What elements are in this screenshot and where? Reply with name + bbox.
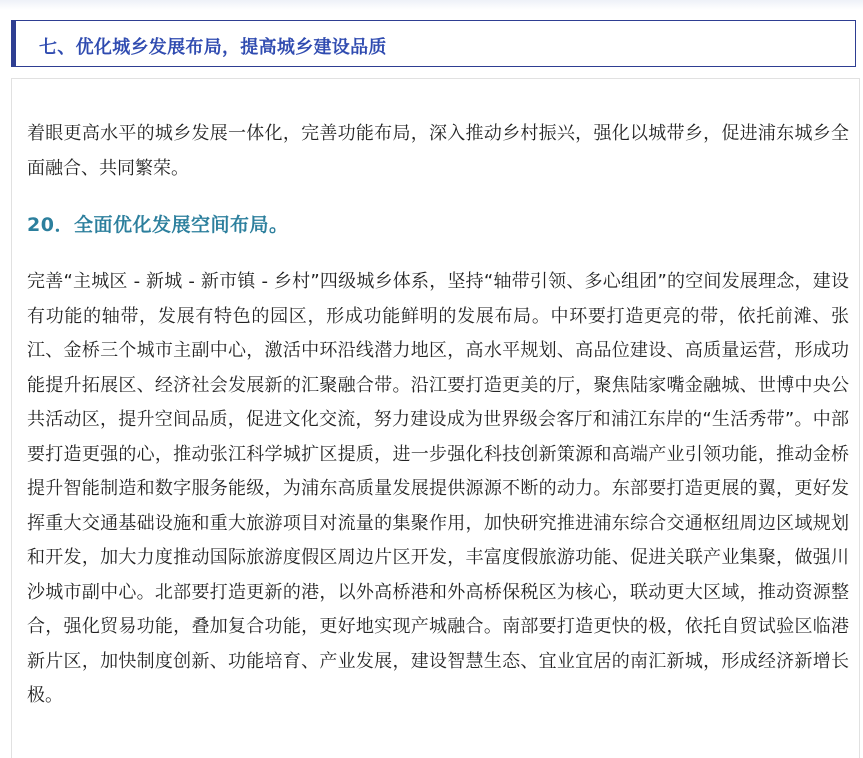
- section-header: [11, 20, 856, 67]
- intro-paragraph: 着眼更高水平的城乡发展一体化，完善功能布局，深入推动乡村振兴，强化以城带乡，促进浦东城乡全面融合、共同繁荣。: [27, 123, 849, 179]
- subheading: 20．全面优化发展空间布局。: [27, 214, 289, 236]
- content-panel: [11, 78, 860, 758]
- top-gradient-bar: [0, 0, 863, 10]
- body-paragraph: 完善“主城区 - 新城 - 新市镇 - 乡村”四级城乡体系，坚持“轴带引领、多心组团”的空间发展理念，建设有功能的轴带，发展有特色的园区，形成功能鲜明的发展布局。中环要打造更亮的带，依托前滩、张江、金桥三个城市主副中心，激活中环沿线潜力地区，高水平规划、高品位建设、高质量运营，形成功能提升拓展区、经济社会发展新的汇聚融合带。沿江要打造更美的厅，聚焦陆家嘴金融城、世博中央公共活动区，提升空间品质，促进文化交流，努力建设成为世界级会客厅和浦江东岸的“生活秀带”。中部要打造更强的心，推动张江科学城扩区提质，进一步强化科技创新策源和高端产业引领功能，推动金桥提升智能制造和数字服务能级，为浦东高质量发展提供源源不断的动力。东部要打造更展的翼，更好发挥重大交通基础设施和重大旅游项目对流量的集聚作用，加快研究推进浦东综合交通枢纽周边区域规划和开发，加大力度推动国际旅游度假区周边片区开发，丰富度假旅游功能、促进关联产业集聚，做强川沙城市副中心。北部要打造更新的港，以外高桥港和外高桥保税区为核心，联动更大区域，推动资源整合，强化贸易功能，叠加复合功能，更好地实现产城融合。南部要打造更快的极，依托自贸试验区临港新片区，加快制度创新、功能培育、产业发展，建设智慧生态、宜业宜居的南汇新城，形成经济新增长极。: [27, 271, 849, 706]
- section-title: 七、优化城乡发展布局，提高城乡建设品质: [39, 37, 387, 58]
